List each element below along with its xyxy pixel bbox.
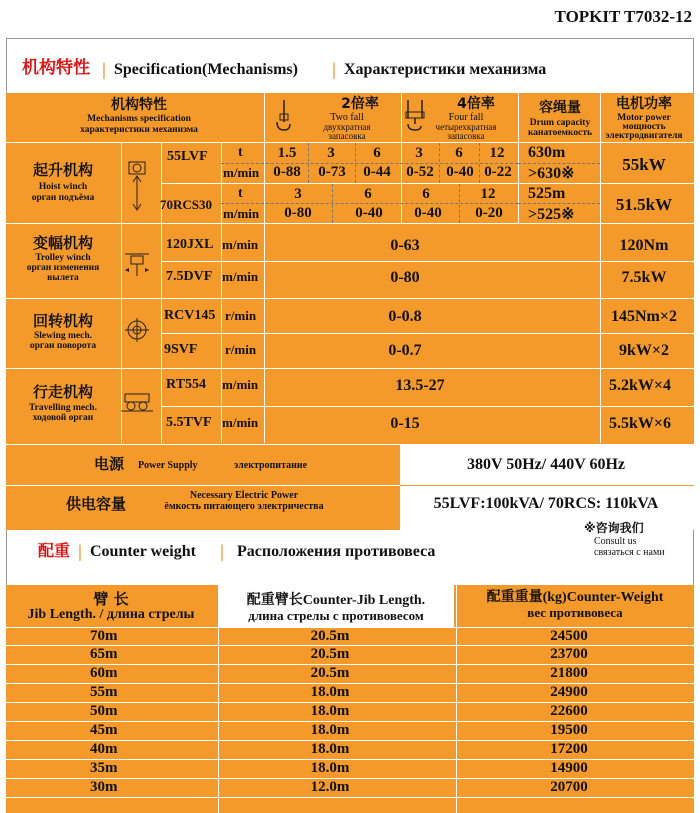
hdr-four-ru2: запасовка (447, 131, 485, 141)
hoist-mmin-label-2: m/min (223, 206, 260, 221)
hoist-power-1: 55kW (622, 155, 666, 174)
travel-speed-1: 13.5-27 (395, 377, 445, 394)
cw-cjib-6: 18.0m (310, 722, 350, 738)
cw-cjib-9: 12.0m (310, 779, 350, 795)
power-need-cn: 供电容量 (66, 495, 127, 513)
hoist-drum-1b: >630※ (528, 165, 575, 182)
power-need-value: 55LVF:100kVA/ 70RCS: 110kVA (433, 495, 659, 512)
hoist2-speed-1: 0-80 (284, 205, 312, 221)
two-fall-hook-icon (271, 98, 297, 132)
trolley-ru1: орган изменения (26, 263, 100, 273)
cw-jib-4: 55m (90, 684, 118, 700)
slewing-mech-icon (125, 318, 149, 342)
travel-unit-1: m/min (222, 377, 259, 392)
hoist-model-1: 55LVF (167, 149, 208, 164)
slewing-unit-2: r/min (225, 342, 257, 357)
slewing-power-1: 145Nm×2 (611, 308, 677, 325)
travel-en: Travelling mech. (29, 403, 97, 413)
hoist2-speed-2: 0-40 (355, 205, 383, 221)
cw-title-cn: 配重 (38, 541, 71, 560)
cw-weight-8: 14900 (550, 760, 588, 776)
hdr-drum-cn: 容绳量 (539, 100, 581, 116)
slewing-model-1: RCV145 (164, 308, 216, 323)
spec-sep-1: | (102, 59, 106, 79)
cw-cjib-8: 18.0m (310, 760, 350, 776)
hdr-two-en: Two fall (330, 112, 364, 123)
hoist-speed-1: 0-88 (273, 164, 301, 180)
travel-speed-2: 0-15 (390, 415, 420, 432)
hoist-mmin-label-1: m/min (223, 165, 260, 180)
hdr-four-ru1: четырехкратная (435, 122, 497, 132)
hoist-power-2: 51.5kW (615, 195, 673, 214)
cw-cjib-1: 20.5m (310, 628, 350, 644)
hoist2-load-2: 6 (364, 186, 372, 202)
power-supply-value: 380V 50Hz/ 440V 60Hz (466, 456, 626, 473)
cw-title-en: Counter weight (90, 543, 196, 560)
cw-jib-2: 65m (90, 646, 118, 662)
travel-power-2: 5.5kW×6 (608, 415, 672, 432)
hdr-two-ru1: двухкратная (323, 122, 371, 132)
hoist-drum-2b: >525※ (528, 206, 575, 223)
power-supply-ru: электропитание (234, 460, 308, 471)
hoist-ru: орган подъёма (31, 193, 95, 203)
cw-weight-9: 20700 (550, 779, 588, 795)
hoist2-load-1: 3 (294, 186, 302, 202)
cw-col1-en: Jib Length. / длина стрелы (27, 607, 195, 622)
cw-weight-1: 24500 (550, 628, 588, 644)
hoist-load-4: 3 (415, 145, 423, 161)
hoist-drum-2a: 525m (528, 185, 566, 202)
hdr-mech-en: Mechanisms specification (87, 114, 191, 124)
spec-title-en: Specification(Mechanisms) (114, 61, 298, 78)
cw-jib-3: 60m (90, 665, 118, 681)
trolley-en: Trolley winch (35, 253, 91, 263)
slewing-unit-1: r/min (225, 308, 257, 323)
hoist-load-1: 1.5 (277, 145, 297, 161)
hdr-four-en: Four fall (448, 112, 484, 123)
cw-jib-5: 50m (90, 703, 118, 719)
trolley-unit-2: m/min (222, 269, 259, 284)
trolley-unit-1: m/min (222, 237, 259, 252)
cw-weight-5: 22600 (550, 703, 588, 719)
cw-sep-1: | (78, 541, 82, 561)
slewing-speed-1: 0-0.8 (388, 308, 422, 325)
travel-cn: 行走机构 (32, 383, 94, 401)
hdr-four-cn: 4倍率 (457, 96, 495, 112)
cw-col3-l1: 配重重量(kg)Counter-Weight (486, 590, 664, 605)
hoist-speed-2: 0-73 (318, 164, 346, 180)
cw-col2-l1: 配重臂长Counter-Jib Length. (246, 593, 426, 608)
cw-title-ru: Расположения противовеса (237, 543, 436, 560)
travel-ru: ходовой орган (32, 413, 94, 423)
cw-weight-6: 19500 (550, 722, 588, 738)
hoist-speed-3: 0-44 (363, 164, 391, 180)
document-title: TOPKIT T7032-12 (554, 7, 692, 26)
power-need-ru: ёмкость питающего электричества (164, 501, 324, 512)
hdr-motor-en: Motor power (617, 113, 671, 123)
hoist-model-2: 70RCS30 (160, 197, 213, 212)
cw-sep-2: | (220, 541, 224, 561)
hoist-drum-1a: 630m (528, 144, 566, 161)
travel-model-2: 5.5TVF (166, 415, 212, 430)
trolley-ru2: вылета (47, 273, 79, 283)
cw-cjib-5: 18.0m (310, 703, 350, 719)
hoist2-speed-4: 0-20 (475, 205, 503, 221)
trolley-model-2: 7.5DVF (166, 269, 213, 284)
cw-weight-3: 21800 (550, 665, 588, 681)
hoist-speed-6: 0-22 (484, 164, 512, 180)
hoist-load-2: 3 (327, 145, 335, 161)
hdr-drum-ru: канатоемкость (527, 128, 593, 138)
hdr-mech-cn: 机构特性 (111, 97, 167, 113)
power-supply-cn: 电源 (94, 455, 125, 473)
cw-jib-6: 45m (90, 722, 118, 738)
cw-cjib-2: 20.5m (310, 646, 350, 662)
hdr-mech-ru: характеристики механизма (80, 125, 198, 135)
cw-weight-2: 23700 (550, 646, 588, 662)
cw-cjib-4: 18.0m (310, 684, 350, 700)
spec-sep-2: | (332, 59, 336, 79)
power-supply-en: Power Supply (138, 460, 198, 471)
hoist2-speed-3: 0-40 (414, 205, 442, 221)
hoist-load-6: 12 (489, 145, 505, 161)
power-need-en: Necessary Electric Power (189, 490, 299, 501)
cw-col3-l2: вес противовеса (527, 605, 623, 620)
trolley-winch-icon (123, 244, 151, 280)
trolley-speed-1: 0-63 (390, 237, 420, 254)
hoist-t-label-2: t (238, 186, 243, 201)
hoist-speed-4: 0-52 (406, 164, 434, 180)
cw-weight-7: 17200 (550, 741, 588, 757)
hoist-en: Hoist winch (38, 182, 88, 192)
trolley-cn: 变幅机构 (32, 234, 94, 252)
slewing-ru: орган поворота (29, 341, 97, 351)
hoist-load-3: 6 (373, 145, 381, 161)
travel-unit-2: m/min (222, 415, 259, 430)
hoist-t-label-1: t (238, 145, 243, 160)
slewing-speed-2: 0-0.7 (388, 342, 422, 359)
cw-note-cn: ※咨询我们 (584, 521, 644, 535)
slewing-cn: 回转机构 (32, 312, 94, 330)
travel-power-1: 5.2kW×4 (608, 377, 672, 394)
hoist-speed-5: 0-40 (446, 164, 474, 180)
hdr-motor-ru1: мощность (622, 122, 666, 132)
cw-jib-1: 70m (90, 628, 118, 644)
cw-col2-l2: длина стрелы с противовесом (248, 608, 424, 623)
hdr-two-ru2: запасовка (328, 131, 366, 141)
trolley-model-1: 120JXL (166, 237, 214, 252)
cw-weight-4: 24900 (550, 684, 588, 700)
travel-model-1: RT554 (166, 377, 206, 392)
hoist-winch-icon (126, 158, 148, 216)
cw-jib-7: 40m (90, 741, 118, 757)
hdr-motor-ru2: электродвигателя (605, 131, 683, 141)
cw-note-en: Consult us (594, 536, 637, 547)
cw-cjib-7: 18.0m (310, 741, 350, 757)
travelling-mech-icon (121, 388, 153, 414)
four-fall-hook-icon (402, 98, 428, 132)
hoist-cn: 起升机构 (32, 161, 94, 179)
slewing-power-2: 9kW×2 (618, 342, 670, 359)
hdr-two-cn: 2倍率 (341, 96, 379, 112)
cw-col1-cn: 臂 长 (93, 590, 129, 608)
hdr-motor-cn: 电机功率 (616, 96, 672, 112)
cw-cjib-3: 20.5m (310, 665, 350, 681)
spec-title-ru: Характеристики механизма (344, 61, 547, 78)
cw-jib-8: 35m (90, 760, 118, 776)
spec-title-cn: 机构特性 (22, 58, 90, 78)
hdr-drum-en: Drum capacity (529, 118, 591, 128)
trolley-speed-2: 0-80 (390, 269, 420, 286)
hoist2-load-4: 12 (480, 186, 496, 202)
cw-jib-9: 30m (90, 779, 118, 795)
cw-note-ru: связаться с нами (594, 547, 665, 558)
trolley-power-2: 7.5kW (621, 269, 667, 286)
slewing-en: Slewing mech. (33, 331, 93, 341)
hoist-load-5: 6 (455, 145, 463, 161)
slewing-model-2: 9SVF (164, 342, 198, 357)
hoist2-load-3: 6 (422, 186, 430, 202)
trolley-power-1: 120Nm (619, 237, 669, 254)
